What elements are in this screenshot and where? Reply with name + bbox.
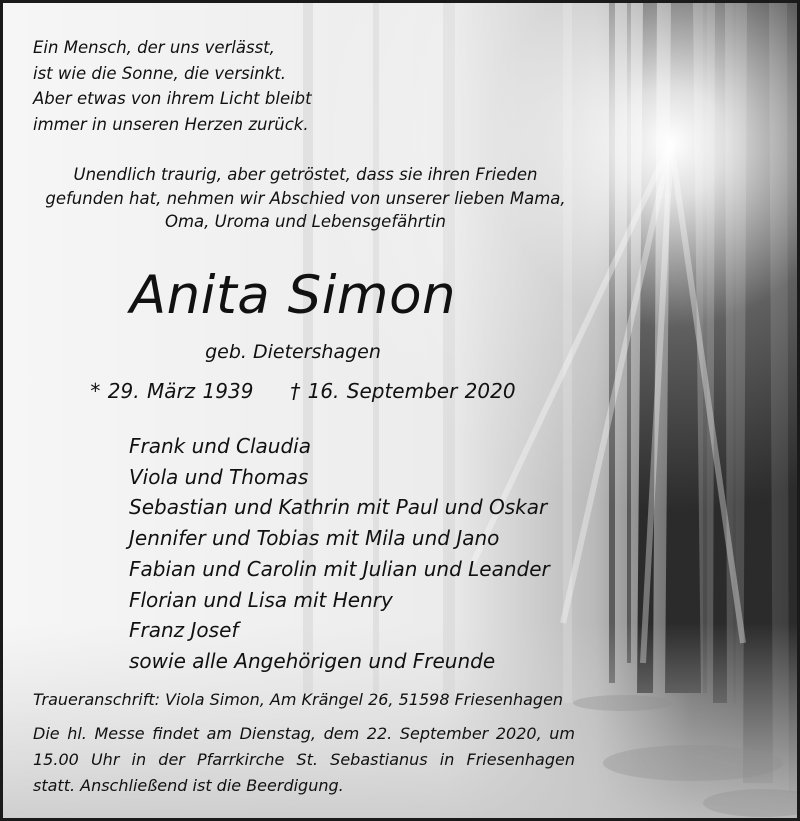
poem-line: Aber etwas von ihrem Licht bleibt [33,89,312,108]
intro-line: Oma, Uroma und Lebensgefährtin [165,212,446,231]
mourner-entry: Jennifer und Tobias mit Mila und Jano [129,526,500,551]
birth-date: * 29. März 1939 [90,379,254,403]
death-date: † 16. September 2020 [290,379,516,403]
mourners-list [129,431,550,677]
mourner-entry: Frank und Claudia [129,434,311,458]
life-dates [43,376,563,406]
mourning-address: Traueranschrift: Viola Simon, Am Krängel 26, 51598 Friesenhagen [33,690,564,709]
mass-notice [33,721,575,799]
intro-line: Unendlich traurig, aber getröstet, dass sie ihren Frieden [73,165,538,184]
mourner-entry: Florian und Lisa mit Henry [129,587,393,612]
intro-line: gefunden hat, nehmen wir Abschied von unserer lieben Mama, [45,188,566,208]
poem [33,35,312,137]
poem-line: Ein Mensch, der uns verlässt, [33,38,275,57]
mourner-entry: Sebastian und Kathrin mit Paul und Oskar [129,495,548,520]
mourner-entry: Franz Josef [129,618,239,643]
poem-line: ist wie die Sonne, die versinkt. [33,63,287,83]
deceased-name: Anita Simon [129,265,457,326]
mass-line: statt. Anschließend ist die Beerdigung. [33,776,344,795]
mourner-entry: Fabian und Carolin mit Julian und Leander [129,556,550,581]
mourner-entry: sowie alle Angehörigen und Freunde [129,648,496,673]
mass-line: 15.00 Uhr in der Pfarrkirche St. Sebastianus in Friesenhagen [33,750,575,769]
poem-line: immer in unseren Herzen zurück. [33,114,309,134]
intro-text [33,163,578,234]
mourner-entry: Viola und Thomas [129,464,309,489]
mass-line: Die hl. Messe findet am Dienstag, dem 22. September 2020, um [33,724,575,743]
maiden-name: geb. Dietershagen [205,341,381,363]
